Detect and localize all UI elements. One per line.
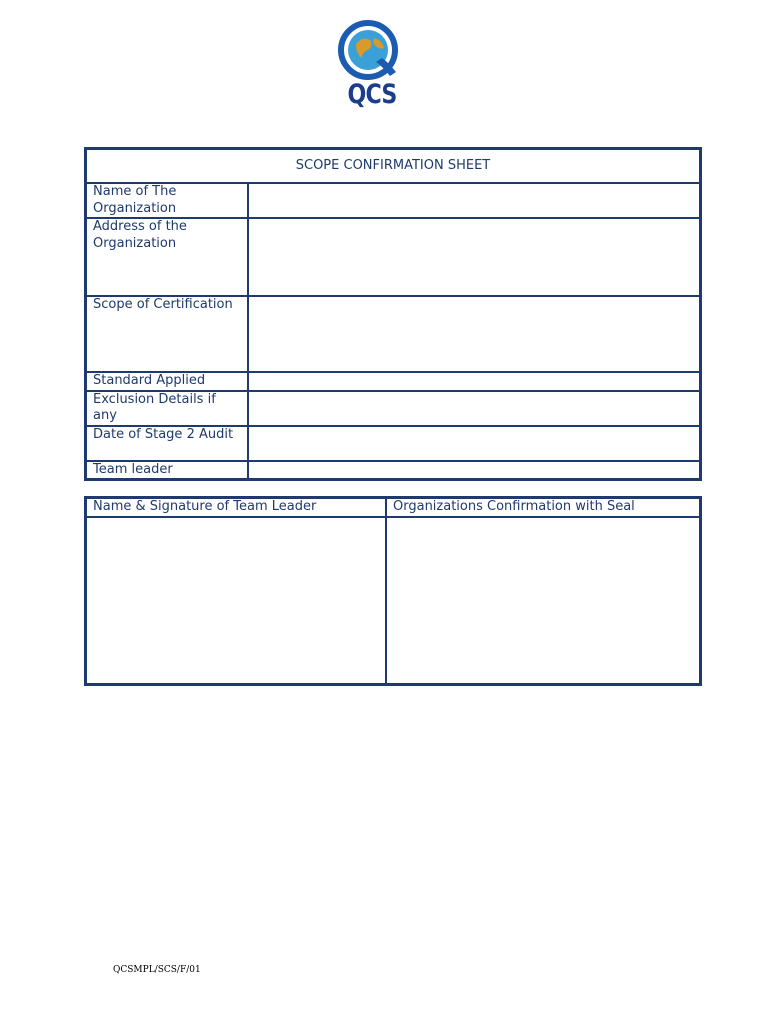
field-scope-of-certification[interactable] bbox=[248, 296, 700, 372]
field-stage2-audit-date[interactable] bbox=[248, 426, 700, 461]
label-organization-address: Address of the Organization bbox=[86, 218, 248, 296]
globe-logo-icon bbox=[336, 18, 408, 82]
organization-seal-box[interactable] bbox=[386, 517, 700, 684]
signature-table bbox=[84, 496, 702, 686]
logo-text: QCS bbox=[347, 79, 397, 110]
field-organization-name[interactable] bbox=[248, 183, 700, 218]
label-exclusion-details: Exclusion Details if any bbox=[86, 391, 248, 426]
qcs-logo bbox=[336, 18, 408, 112]
scope-confirmation-table bbox=[84, 147, 702, 481]
label-stage2-audit-date: Date of Stage 2 Audit bbox=[86, 426, 248, 461]
label-team-leader: Team leader bbox=[86, 461, 248, 480]
form-code: QCSMPL/SCS/F/01 bbox=[113, 965, 201, 975]
label-scope-of-certification: Scope of Certification bbox=[86, 296, 248, 372]
label-standard-applied: Standard Applied bbox=[86, 372, 248, 391]
field-standard-applied[interactable] bbox=[248, 372, 700, 391]
form-title: SCOPE CONFIRMATION SHEET bbox=[86, 149, 700, 183]
team-leader-signature-header: Name & Signature of Team Leader bbox=[86, 498, 386, 517]
label-organization-name: Name of The Organization bbox=[86, 183, 248, 218]
field-organization-address[interactable] bbox=[248, 218, 700, 296]
organization-seal-header: Organizations Confirmation with Seal bbox=[386, 498, 700, 517]
team-leader-signature-box[interactable] bbox=[86, 517, 386, 684]
field-team-leader[interactable] bbox=[248, 461, 700, 480]
field-exclusion-details[interactable] bbox=[248, 391, 700, 426]
